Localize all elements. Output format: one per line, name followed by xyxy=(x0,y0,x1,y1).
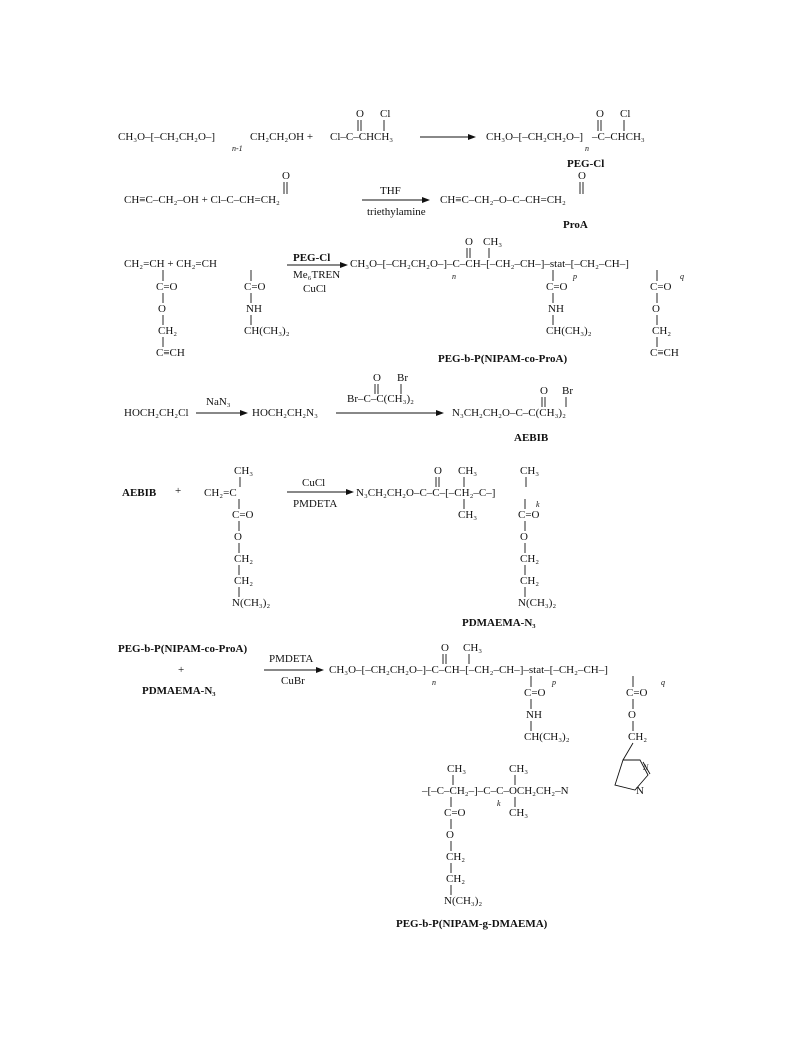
r3-prod: CH₃O–[–CH₂CH₂O–]–C–CH–[–CH₂–CH–]–stat–[–CH₂–CH–] xyxy=(350,258,629,270)
r2-alcohol: CH≡C–CH₂–OH + Cl–C–CH=CH₂ xyxy=(124,194,280,206)
r3-pp: p xyxy=(573,272,577,281)
r3-m1b: O xyxy=(158,303,166,315)
reaction-r4 xyxy=(124,372,573,444)
r3-cond-bot1: Me₆TREN xyxy=(293,269,341,281)
r5-m4: CH₂ xyxy=(234,575,254,587)
r1-tail: CH₂CH₂OH + xyxy=(250,131,314,143)
r6-g4: CH₂ xyxy=(446,873,466,885)
r6-g3: CH₂ xyxy=(446,851,466,863)
r3-cond-bot2: CuCl xyxy=(303,283,327,295)
r6-plus: + xyxy=(178,664,185,676)
r1-o: O xyxy=(356,108,364,120)
r1-po: O xyxy=(596,108,604,120)
r5-pch3b: CH₃ xyxy=(458,509,478,521)
r5-mono: CH₂=C xyxy=(204,487,237,499)
r1-prod: CH₃O–[–CH₂CH₂O–] xyxy=(486,131,584,143)
r1-name-label: PEG-Cl xyxy=(567,158,605,170)
r5-p5: N(CH₃)₂ xyxy=(518,597,557,609)
r4-bbr: Br xyxy=(397,372,408,384)
r5-pch3a: CH₃ xyxy=(458,465,478,477)
r3-po: O xyxy=(465,236,473,248)
r3-pb2: O xyxy=(652,303,660,315)
scheme-text-layer xyxy=(118,108,684,930)
r4-name-label: AEBIB xyxy=(514,432,549,444)
r5-prod: N₃CH₂CH₂O–C–C–[–CH₂–C–] xyxy=(356,487,496,499)
r5-p3: CH₂ xyxy=(520,553,540,565)
r5-m3: CH₂ xyxy=(234,553,254,565)
r3-m1d: C≡CH xyxy=(156,347,185,359)
reaction-r5 xyxy=(122,465,556,629)
r5-mch3: CH₃ xyxy=(234,465,254,477)
r5-pk: k xyxy=(536,500,540,509)
bonds-and-arrows xyxy=(163,120,657,895)
reaction-r3 xyxy=(124,236,684,365)
r2-name-label: ProA xyxy=(563,219,588,231)
r5-pch3c: CH₃ xyxy=(520,465,540,477)
r2-po: O xyxy=(578,170,586,182)
r3-pq: q xyxy=(680,272,684,281)
r1-cl-top: Cl xyxy=(380,108,391,120)
r5-m2: O xyxy=(234,531,242,543)
r6-pp: p xyxy=(552,678,556,687)
r1-pcl: Cl xyxy=(620,108,631,120)
r6-cond-top: PMDETA xyxy=(269,653,314,665)
r3-pb1: C=O xyxy=(650,281,672,293)
r1-prod-tail: –C–CHCH₃ xyxy=(592,131,645,143)
r5-m1: C=O xyxy=(232,509,254,521)
r3-pb4: C≡CH xyxy=(650,347,679,359)
r6-g2: O xyxy=(446,829,454,841)
r5-reactant-label: AEBIB xyxy=(122,487,157,499)
r6-g5: N(CH₃)₂ xyxy=(444,895,483,907)
r1-n1: n-1 xyxy=(232,144,243,153)
r4-prod: N₃CH₂CH₂O–C–C(CH₃)₂ xyxy=(452,407,566,419)
r6-b1: C=O xyxy=(626,687,648,699)
r3-pa3: CH(CH₃)₂ xyxy=(546,325,592,337)
r3-m2c: CH(CH₃)₂ xyxy=(244,325,290,337)
r2-o: O xyxy=(282,170,290,182)
reaction-r6 xyxy=(118,642,665,930)
r1-acyl: Cl–C–CHCH₃ xyxy=(330,131,394,143)
r6-gch3c: CH₃ xyxy=(509,807,529,819)
r6-n2: N xyxy=(636,785,644,797)
r6-reactant1-label: PEG-b-P(NIPAM-co-ProA) xyxy=(118,643,248,655)
r6-gch3a: CH₃ xyxy=(447,763,467,775)
r4-nan3: NaN₃ xyxy=(206,396,231,408)
r3-cond-top-label: PEG-Cl xyxy=(293,252,331,264)
r3-pb3: CH₂ xyxy=(652,325,672,337)
r3-pa2: NH xyxy=(548,303,564,315)
r5-cond-top: CuCl xyxy=(302,477,326,489)
r6-b2: O xyxy=(628,709,636,721)
r5-plus: + xyxy=(175,485,182,497)
r6-a3: CH(CH₃)₂ xyxy=(524,731,570,743)
r5-p2: O xyxy=(520,531,528,543)
r6-a2: NH xyxy=(526,709,542,721)
r3-m1: CH₂=CH + CH₂=CH xyxy=(124,258,217,270)
r3-pa1: C=O xyxy=(546,281,568,293)
r4-po: O xyxy=(540,385,548,397)
r1-pn: n xyxy=(585,144,589,153)
r6-prod: CH₃O–[–CH₂CH₂O–]–C–CH–[–CH₂–CH–]–stat–[–CH₂–CH–] xyxy=(329,664,608,676)
reaction-r1 xyxy=(118,108,645,170)
r6-g1: C=O xyxy=(444,807,466,819)
r4-mid: HOCH₂CH₂N₃ xyxy=(252,407,318,419)
r6-gk: k xyxy=(497,799,501,808)
r6-b3: CH₂ xyxy=(628,731,648,743)
r3-name-label: PEG-b-P(NIPAM-co-ProA) xyxy=(438,353,568,365)
r6-name-label: PEG-b-P(NIPAM-g-DMAEMA) xyxy=(396,918,548,930)
r5-p4: CH₂ xyxy=(520,575,540,587)
r3-m1c: CH₂ xyxy=(158,325,178,337)
r3-pn: n xyxy=(452,272,456,281)
r3-m1a: C=O xyxy=(156,281,178,293)
r6-pq: q xyxy=(661,678,665,687)
r2-prod: CH≡C–CH₂–O–C–CH=CH₂ xyxy=(440,194,566,206)
r5-cond-bot: PMDETA xyxy=(293,498,338,510)
r4-start: HOCH₂CH₂Cl xyxy=(124,407,189,419)
r3-m2b: NH xyxy=(246,303,262,315)
r4-brominator: Br–C–C(CH₃)₂ xyxy=(347,393,414,405)
r5-name-label: PDMAEMA-N₃ xyxy=(462,617,536,629)
r5-p1: C=O xyxy=(518,509,540,521)
r6-a1: C=O xyxy=(524,687,546,699)
r2-cond-top: THF xyxy=(380,185,401,197)
r2-cond-bot: triethylamine xyxy=(367,206,426,218)
r3-pch3: CH₃ xyxy=(483,236,503,248)
r6-pch3: CH₃ xyxy=(463,642,483,654)
r1-peg-start: CH₃O–[–CH₂CH₂O–] xyxy=(118,131,216,143)
r6-pn: n xyxy=(432,678,436,687)
r6-g: –[–C–CH₂–]–C–C–OCH₂CH₂–N xyxy=(422,785,569,797)
r4-bo: O xyxy=(373,372,381,384)
reaction-r2 xyxy=(124,170,588,231)
r6-cond-bot: CuBr xyxy=(281,675,305,687)
r6-gch3b: CH₃ xyxy=(509,763,529,775)
r5-po: O xyxy=(434,465,442,477)
r6-n1: N xyxy=(643,763,649,772)
r6-po: O xyxy=(441,642,449,654)
r6-reactant2-label: PDMAEMA-N₃ xyxy=(142,685,216,697)
r3-m2a: C=O xyxy=(244,281,266,293)
r4-pbr: Br xyxy=(562,385,573,397)
r5-m5: N(CH₃)₂ xyxy=(232,597,271,609)
